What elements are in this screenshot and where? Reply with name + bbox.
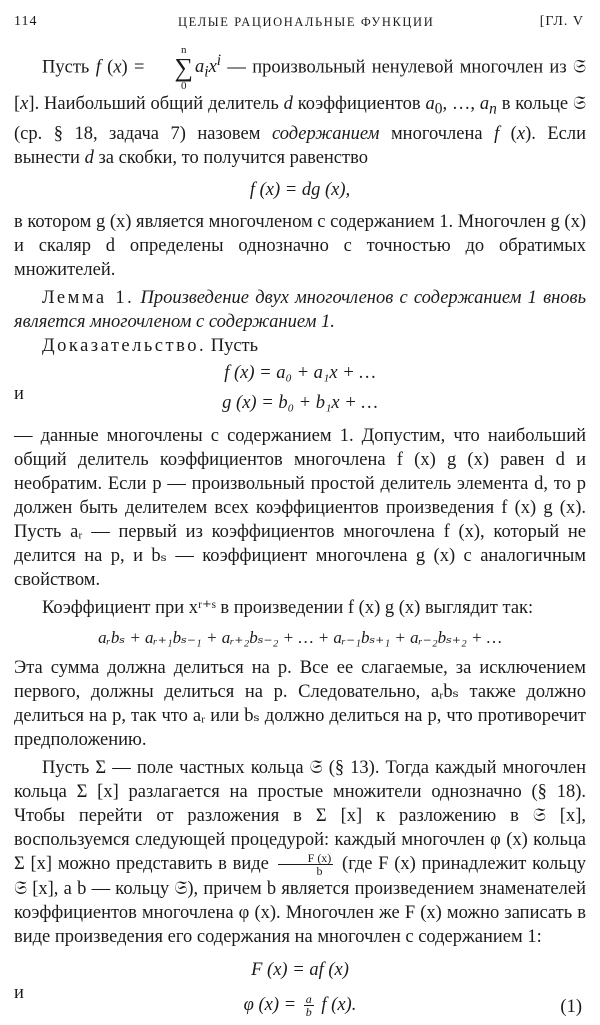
chapter-mark: [ГЛ. V xyxy=(539,14,584,29)
book-page xyxy=(14,10,586,1025)
equation-phi: и φ (x) = $\frac{a}{b}$ f (x). (1) xyxy=(14,982,582,1020)
lemma-1 xyxy=(14,286,586,334)
equation-coefficient-sum: aᵣbₛ + aᵣ₊₁bₛ₋₁ + aᵣ₊₂bₛ₋₂ + … + aᵣ₋₁bₛ₊₁ + aᵣ₋₂bₛ₊₂ + … xyxy=(98,627,502,647)
equation-f-expansion: f (x) = a₀ + a₁x + … xyxy=(224,362,376,383)
equation-content: f (x) = dg (x), xyxy=(249,179,351,200)
paragraph-uniqueness: в котором g (x) является многочленом с содержанием 1. Многочлен g (x) и скаляр d определены однозначно с точностью до обратимых множителей. xyxy=(14,211,586,280)
lemma-statement: Произведение двух многочленов с содержанием 1 вновь является многочленом с содержанием 1. xyxy=(14,287,587,332)
page-number: 114 xyxy=(14,14,38,29)
paragraph-assumption: — данные многочлены с содержанием 1. Допустим, что наибольший общий делитель коэффициентов многочлена f (x) g (x) равен d и необратим. Если p — произвольный простой делитель элемента d, то p должен быть делителем всех коэффициентов произведения f (x) g (x). Пусть aᵣ — первый из коэффициентов многочлена f (x), который не делится на p, и bₛ — коэффициент многочлена g (x) с аналогичным свойством. xyxy=(14,425,586,590)
paragraph-field-of-fractions: Пусть Σ — поле частных кольца 𝔖 (§ 13). Тогда каждый многочлен кольца Σ [x] разлагается на простые множители однозначно (§ 18). Чтобы перейти от разложения в Σ [x] к разложению в 𝔖 [x], воспользуемся следующей процедурой: каждый многочлен φ (x) кольца Σ [x] можно представить в виде $\frac{F (x)}{b}$ (где F (x) принадлежит кольцу 𝔖 [x], а b — кольцу 𝔖), причем b является произведением знаменателей коэффициентов многочлена φ (x). Многочлен же F (x) можно записать в виде произведения его содержания на многочлен с содержанием 1: xyxy=(14,757,586,947)
fraction-F-over-b: $\frac{F (x)}{b}$ xyxy=(278,852,334,877)
summation-sign: n ∑ 0 xyxy=(174,44,194,92)
paragraph-coefficient: Коэффициент при xʳ⁺ˢ в произведении f (x) g (x) выглядит так: xyxy=(42,597,534,618)
proof-start: Доказательство. Пусть xyxy=(42,335,259,356)
fraction-a-over-b: $\frac{a}{b}$ xyxy=(305,992,312,1020)
equation-number: (1) xyxy=(560,996,582,1017)
lemma-label: Лемма 1. xyxy=(42,287,135,308)
running-title: ЦЕЛЫЕ РАЦИОНАЛЬНЫЕ ФУНКЦИИ xyxy=(178,15,435,29)
proof-label: Доказательство. xyxy=(42,335,207,356)
paragraph-content-definition: Пусть f (x) = n ∑ 0 $a_ix^i$ — произвольный ненулевой многочлен из 𝔖 [x]. Наибольший общий делитель d коэффициентов $a_0$, …, $a_n$ в кольце 𝔖 (ср. § 18, задача 7) назовем содержанием многочлена f (x). Если вынести d за скобки, то получится равенство xyxy=(14,44,586,168)
paragraph-contradiction: Эта сумма должна делиться на p. Все ее слагаемые, за исключением первого, должны делиться на p. Следовательно, aᵣbₛ также должно делиться на p, так что aᵣ или bₛ должно делиться на p, что противоречит предположению. xyxy=(14,657,586,750)
equation-g-expansion: и g (x) = b₀ + b₁x + … xyxy=(14,383,378,413)
equation-F-content: F (x) = af (x) xyxy=(251,959,349,980)
running-header xyxy=(14,10,586,38)
